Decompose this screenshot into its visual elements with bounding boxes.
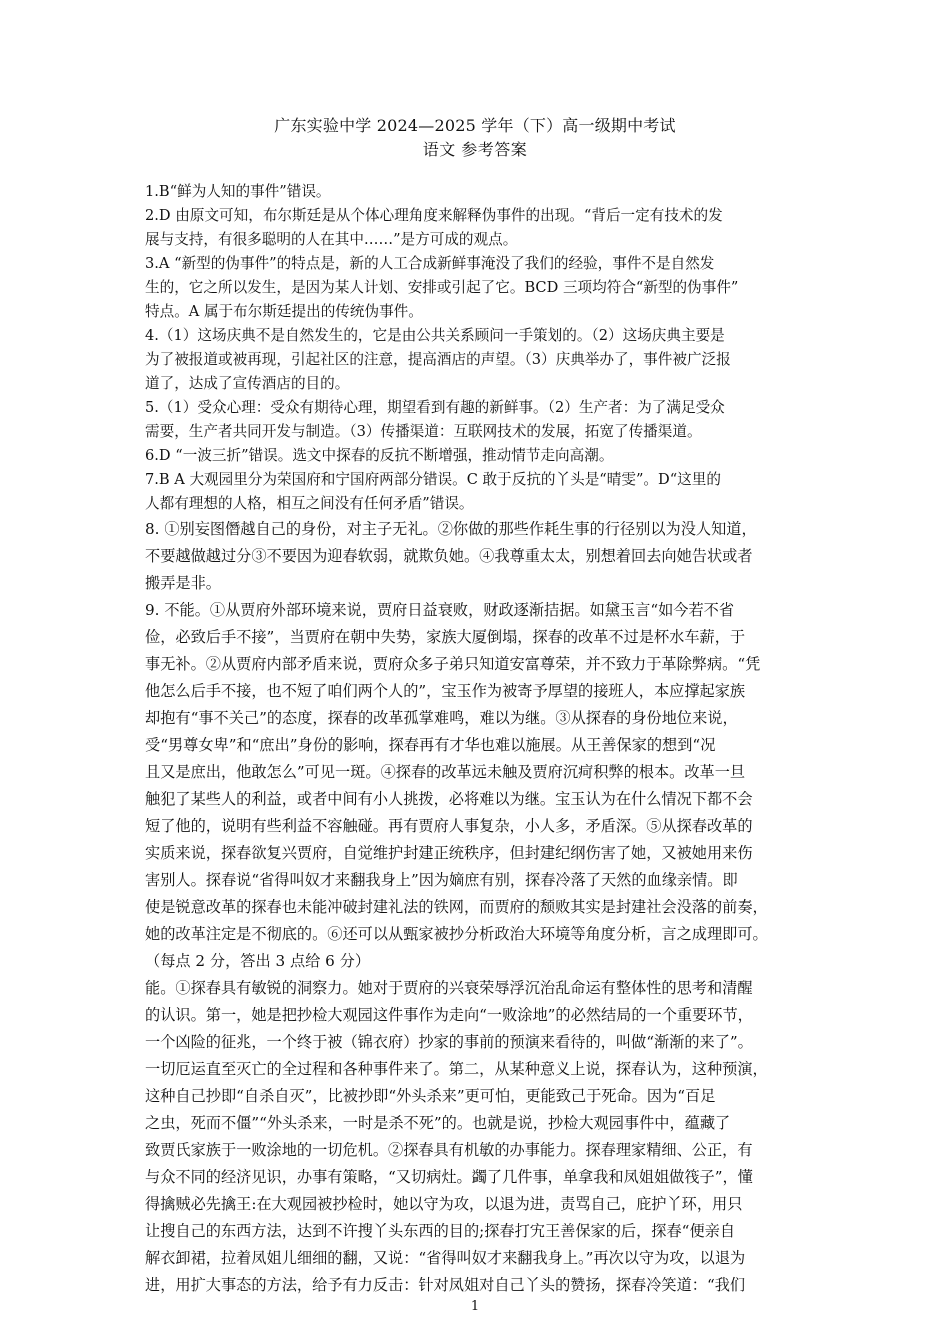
page-subtitle: 语文 参考答案	[422, 140, 528, 159]
text-line: 与众不同的经济见识，办事有策略，“又切病灶。蠲了几件事，单拿我和凤姐姐做筏子”，懂	[145, 1168, 753, 1186]
text-line: 生的，它之所以发生，是因为某人计划、安排或引起了它。BCD 三项均符合“新型的伪事件”	[145, 279, 739, 296]
text-line: 一个凶险的征兆，一个终于被（锦衣府）抄家的事前的预演来看待的，叫做“渐渐的来了”。	[145, 1033, 753, 1051]
text-line: 事无补。②从贾府内部矛盾来说，贾府众多子弟只知道安富尊荣，并不致力于革除弊病。“凭	[145, 655, 761, 673]
text-line: 短了他的，说明有些利益不容触碰。再有贾府人事复杂，小人多，矛盾深。⑤从探春改革的	[145, 817, 753, 835]
text-line: 为了被报道或被再现，引起社区的注意，提高酒店的声望。（3）庆典举办了，事件被广泛报	[145, 351, 731, 368]
text-line: 他怎么后手不接，也不短了咱们两个人的”，宝玉作为被寄予厚望的接班人，本应撑起家族	[145, 682, 746, 700]
text-line: 致贾氏家族于一败涂地的一切危机。②探春具有机敏的办事能力。探春理家精细、公正，有	[145, 1141, 753, 1159]
answer-body	[145, 180, 813, 1299]
title-block	[0, 114, 950, 162]
text-line: 人都有理想的人格，相互之间没有任何矛盾”错误。	[145, 495, 474, 512]
text-line: 让搜自己的东西方法，达到不许搜丫头东西的目的;探春打宄王善保家的后，探春“便亲自	[145, 1222, 736, 1240]
text-line: 2.D 由原文可知，布尔斯廷是从个体心理角度来解释伪事件的出现。“背后一定有技术的发	[145, 207, 723, 224]
text-line: 3.A “新型的伪事件”的特点是，新的人工合成新鲜事淹没了我们的经验，事件不是自然发	[145, 255, 715, 272]
text-line: （每点 2 分，答出 3 点给 6 分）	[145, 952, 371, 970]
text-line: 之虫，死而不僵”“外头杀来，一时是杀不死”的。也就是说，抄检大观园事件中，蕴藏了	[145, 1114, 731, 1132]
text-line: 害别人。探春说“省得叫奴才来翻我身上”因为嫡庶有别，探春冷落了天然的血缘亲情。即	[145, 871, 738, 889]
text-line: 9. 不能。①从贾府外部环境来说，贾府日益衰败，财政逐渐拮据。如黛玉言“如今若不省	[145, 601, 735, 619]
text-line: 道了，达成了宣传酒店的目的。	[145, 375, 350, 392]
text-line: 1.B“鲜为人知的事件”错误。	[145, 183, 331, 200]
text-line: 一切厄运直至灭亡的全过程和各种事件来了。第二，从某种意义上说，探春认为，这种预演，	[145, 1060, 768, 1078]
text-line: 5.（1）受众心理：受众有期待心理，期望看到有趣的新鲜事。（2）生产者：为了满足受众	[145, 399, 725, 416]
text-line: 她的改革注定是不彻底的。⑥还可以从甄家被抄分析政治大环境等角度分析，言之成理即可。	[145, 925, 768, 943]
text-line: 实质来说，探春欲复兴贾府，自觉维护封建正统秩序，但封建纪纲伤害了她，又被她用来伤	[145, 844, 753, 862]
text-line: 这种自己抄即“自杀自灭”，比被抄即“外头杀来”更可怕，更能致己于死命。因为“百足	[145, 1087, 716, 1105]
text-line: 解衣卸裙，拉着凤姐儿细细的翻，又说：“省得叫奴才来翻我身上。”再次以守为攻，以退为	[145, 1249, 746, 1267]
text-line: 却抱有“事不关己”的态度，探春的改革孤掌难鸣，难以为继。③从探春的身份地位来说，	[145, 709, 738, 727]
text-line: 7.B A 大观园里分为荣国府和宁国府两部分错误。C 敢于反抗的丫头是“晴雯”。D“这里的	[145, 471, 721, 488]
text-line: 4.（1）这场庆典不是自然发生的，它是由公共关系顾问一手策划的。（2）这场庆典主要是	[145, 327, 725, 344]
text-line: 俭，必致后手不接”，当贾府在朝中失势，家族大厦倒塌，探春的改革不过是杯水车薪，于	[145, 628, 746, 646]
text-line: 使是锐意改革的探春也未能冲破封建礼法的铁网，而贾府的颓败其实是封建社会没落的前奏，	[145, 898, 768, 916]
text-line: 触犯了某些人的利益，或者中间有小人挑拨，必将难以为继。宝玉认为在什么情况下都不会	[145, 790, 753, 808]
text-line: 特点。A 属于布尔斯廷提出的传统伪事件。	[145, 303, 423, 320]
text-line: 需要，生产者共同开发与制造。（3）传播渠道：互联网技术的发展，拓宽了传播渠道。	[145, 423, 702, 440]
page-number: 1	[470, 1299, 480, 1314]
text-line: 搬弄是非。	[145, 574, 221, 592]
text-line: 进，用扩大事态的方法，给予有力反击：针对凤姐对自己丫头的赞扬，探春冷笑道：“我们	[145, 1276, 746, 1294]
text-line: 展与支持，有很多聪明的人在其中……”是方可成的观点。	[145, 231, 518, 248]
page-title: 广东实验中学 2024—2025 学年（下）高一级期中考试	[274, 116, 676, 135]
text-line: 8. ①别妄图僭越自己的身份，对主子无礼。②你做的那些作耗生事的行径别以为没人知道，	[145, 520, 757, 538]
text-line: 不要越做越过分③不要因为迎春软弱，就欺负她。④我尊重太太，别想着回去向她告状或者	[145, 547, 753, 565]
text-line: 的认识。第一，她是把抄检大观园这件事作为走向“一败涂地”的必然结局的一个重要环节，	[145, 1006, 753, 1024]
text-line: 得擒贼必先擒王:在大观园被抄检时，她以守为攻，以退为进，责骂自己，庇护丫环，用只	[145, 1195, 743, 1213]
text-line: 6.D “一波三折”错误。选文中探春的反抗不断增强，推动情节走向高潮。	[145, 447, 614, 464]
text-line: 受“男尊女卑”和“庶出”身份的影响，探春再有才华也难以施展。从王善保家的想到“况	[145, 736, 716, 754]
text-line: 能。①探春具有敏锐的洞察力。她对于贾府的兴衰荣辱浮沉治乱命运有整体性的思考和清醒	[145, 979, 753, 997]
text-line: 且又是庶出，他敢怎么”可见一斑。④探春的改革远未触及贾府沉疴积弊的根本。改革一旦	[145, 763, 746, 781]
